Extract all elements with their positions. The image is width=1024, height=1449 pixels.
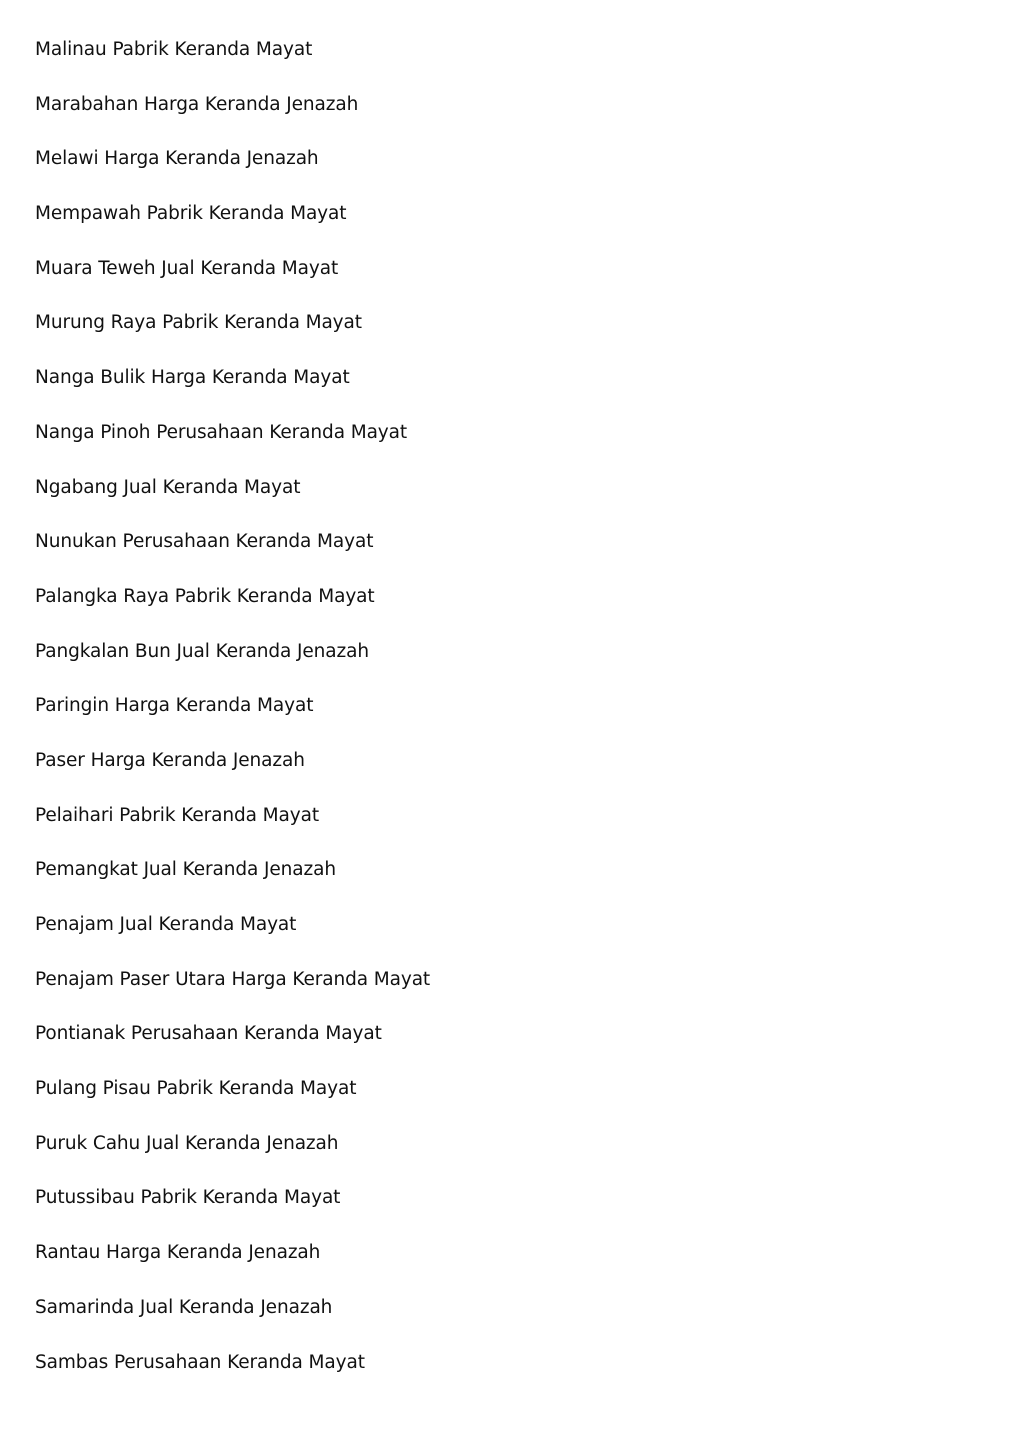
list-item: Pontianak Perusahaan Keranda Mayat — [35, 1023, 382, 1045]
list-item: Pelaihari Pabrik Keranda Mayat — [35, 804, 319, 826]
list-item: Mempawah Pabrik Keranda Mayat — [35, 203, 347, 225]
list-item: Paser Harga Keranda Jenazah — [35, 749, 305, 771]
list-item: Penajam Jual Keranda Mayat — [35, 914, 297, 935]
list-item: Marabahan Harga Keranda Jenazah — [35, 93, 359, 115]
list-item: Rantau Harga Keranda Jenazah — [35, 1242, 321, 1264]
list-item: Penajam Paser Utara Harga Keranda Mayat — [35, 968, 431, 990]
list-item: Muara Teweh Jual Keranda Mayat — [35, 257, 339, 279]
list-item: Nanga Pinoh Perusahaan Keranda Mayat — [35, 421, 408, 443]
list-item: Puruk Cahu Jual Keranda Jenazah — [35, 1132, 339, 1154]
list-item: Paringin Harga Keranda Mayat — [35, 695, 314, 717]
list-item: Palangka Raya Pabrik Keranda Mayat — [35, 585, 375, 607]
location-list — [35, 36, 430, 1403]
list-item: Pemangkat Jual Keranda Jenazah — [35, 859, 336, 881]
list-item: Pangkalan Bun Jual Keranda Jenazah — [35, 640, 369, 662]
list-item: Ngabang Jual Keranda Mayat — [35, 476, 301, 498]
list-item: Putussibau Pabrik Keranda Mayat — [35, 1187, 341, 1209]
list-item: Nanga Bulik Harga Keranda Mayat — [35, 367, 350, 389]
list-item: Murung Raya Pabrik Keranda Mayat — [35, 312, 362, 334]
list-item: Malinau Pabrik Keranda Mayat — [35, 39, 313, 60]
list-item: Melawi Harga Keranda Jenazah — [35, 148, 319, 170]
list-item: Sambas Perusahaan Keranda Mayat — [35, 1351, 365, 1373]
list-item: Pulang Pisau Pabrik Keranda Mayat — [35, 1078, 357, 1100]
list-item: Nunukan Perusahaan Keranda Mayat — [35, 531, 374, 553]
list-item: Samarinda Jual Keranda Jenazah — [35, 1296, 333, 1318]
